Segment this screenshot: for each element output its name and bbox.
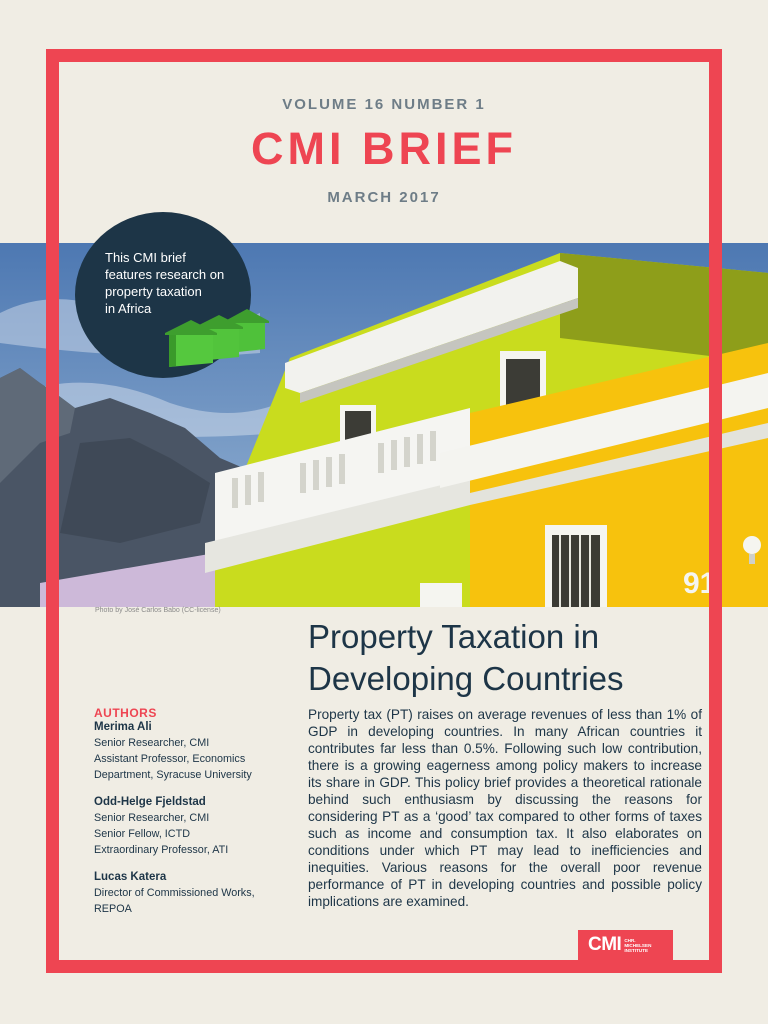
author-role: Extraordinary Professor, ATI — [94, 844, 229, 856]
publication-date: MARCH 2017 — [327, 189, 441, 206]
bubble-line: This CMI brief — [105, 250, 186, 265]
author-name: Odd-Helge Fjeldstad — [94, 796, 206, 808]
bubble-line: property taxation — [105, 284, 202, 299]
info-bubble — [75, 212, 251, 378]
logo-sub-line: INSTITUTE — [624, 947, 649, 953]
author-role: Senior Researcher, CMI — [94, 737, 210, 749]
houses-icon — [165, 307, 271, 367]
article-abstract: Property tax (PT) raises on average revenues of less than 1% of GDP in developing countries. In many African countries it contributes far less than 0.5%. Following such low contribution, there is a growing eagerness among policy makers to increase its share in GDP. This policy brief provides a theoretical rationale behind such enthusiasm by discussing the reasons for considering PT as a ‘good’ tax compared to other forms of taxes such as income and consumption tax. It also elaborates on conditions under which PT may lead to inefficiencies and inequities. Various reasons for the overall poor revenue performance of PT in developing countries and possible policy implications are examined. — [308, 707, 702, 909]
article-title — [308, 616, 708, 700]
author-role: REPOA — [94, 903, 132, 915]
photo-credit: Photo by José Carlos Babo (CC-license) — [95, 607, 221, 614]
article-title-line: Developing Countries — [308, 660, 624, 697]
logo-sub-line: CHR. — [624, 937, 636, 943]
author-role: Senior Fellow, ICTD — [94, 828, 191, 840]
author-name: Merima Ali — [94, 721, 152, 733]
author-role: Senior Researcher, CMI — [94, 812, 210, 824]
bubble-line: features research on — [105, 267, 225, 282]
masthead — [0, 96, 768, 206]
bubble-line: in Africa — [105, 301, 152, 316]
author-role: Director of Commissioned Works, — [94, 887, 255, 899]
logo-mark: CMI — [588, 934, 622, 955]
volume-number: VOLUME 16 NUMBER 1 — [282, 96, 486, 113]
authors-section — [94, 706, 284, 929]
logo-subtitle — [624, 938, 651, 953]
author-name: Lucas Katera — [94, 871, 167, 883]
cmi-logo — [578, 930, 673, 960]
authors-label: AUTHORS — [94, 706, 157, 720]
publication-title: CMI BRIEF — [251, 123, 517, 174]
author-role: Assistant Professor, Economics — [94, 753, 246, 765]
article-title-line: Property Taxation in — [308, 618, 600, 655]
author-role: Department, Syracuse University — [94, 769, 252, 781]
author-entry — [94, 795, 284, 858]
author-entry — [94, 720, 284, 783]
logo-sub-line: MICHELSEN — [624, 942, 652, 948]
author-entry — [94, 870, 284, 917]
house-number: 91 — [683, 567, 717, 600]
